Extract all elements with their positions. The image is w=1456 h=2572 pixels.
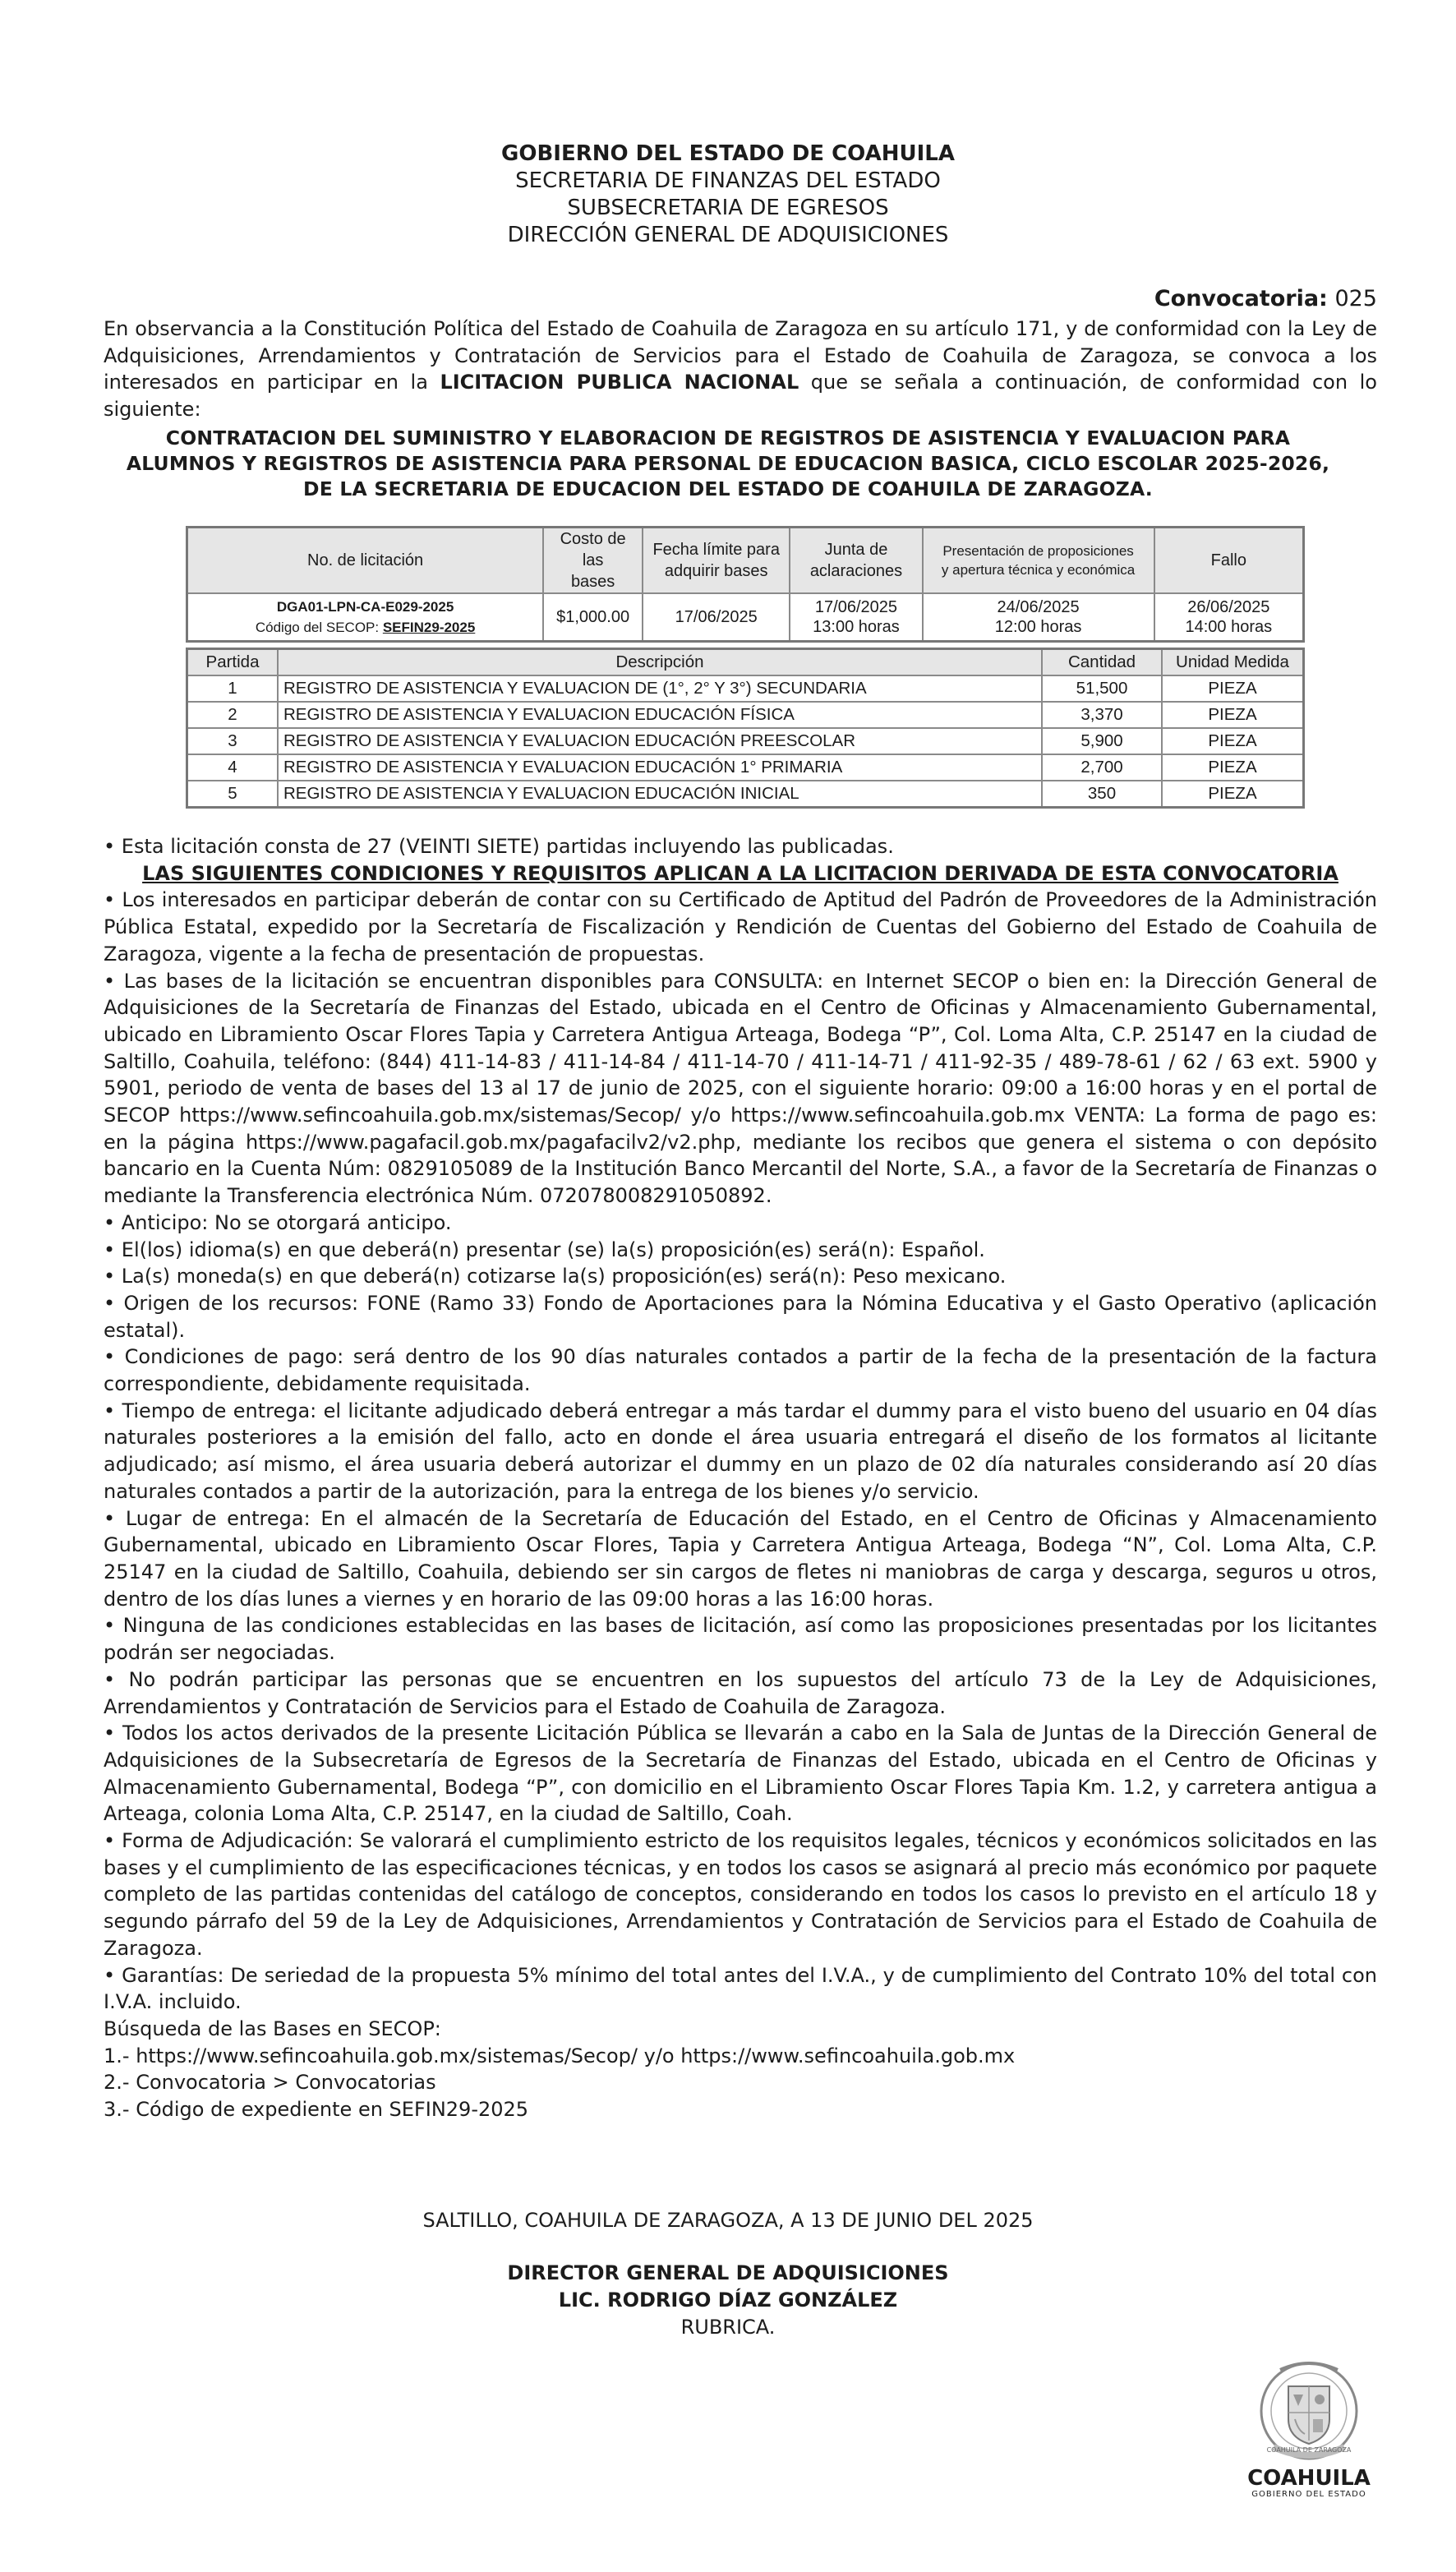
convocatoria-value: 025 — [1334, 286, 1377, 311]
conditions-heading: LAS SIGUIENTES CONDICIONES Y REQUISITOS APLICAN A LA LICITACION DERIVADA DE ESTA CONVOCATORIA — [142, 861, 1339, 885]
search-step-2: 2.- Convocatoria > Convocatorias — [104, 2071, 436, 2095]
cell-partida: 1 — [187, 675, 279, 702]
paragraph-interesados: • Los interesados en participar deberán de contar con su Certificado de Aptitud del Padrón de Proveedores de la Administración Pública Estatal, expedido por la Secretaría de Fiscalización y Rendición de Cuentas del Gobierno del Estado de Coahuila de Zaragoza, vigente a la fecha de presentación de propuestas. — [104, 888, 1377, 966]
paragraph-bases: • Las bases de la licitación se encuentran disponibles para CONSULTA: en Internet SECOP o bien en: la Dirección General de Adquisiciones de la Secretaría de Finanzas del Estado, ubicada en el Centro de Oficinas y Almacenamiento Gubernamental, ubicado en Libramiento Oscar Flores Tapia y Carretera Antigua Arteaga, Bodega “P”, Col. Loma Alta, C.P. 25147 en la ciudad de Saltillo, Coahuila, teléfono: (844) 411-14-83 / 411-14-84 / 411-14-70 / 411-14-71 / 411-92-35 / 489-78-61 / 62 / 63 ext. 5900 y 5901, periodo de venta de bases del 13 al 17 de junio de 2025, con el siguiente horario: 09:00 a 16:00 horas y en el portal de SECOP https://www.sefincoahuila.gob.mx/sistemas/Secop/ y/o https://www.sefincoahuila.gob.mx VENTA: La forma de pago es: en la página https://www.pagafacil.gob.mx/pagafacilv2/v2.php, mediante los recibos que genera el sistema o con depósito bancario en la Cuenta Núm: 0829105089 de la Institución Banco Mercantil del Norte, S.A., a favor de la Secretaría de Finanzas o mediante la Transferencia electrónica Núm. 072078008291050892. — [104, 969, 1377, 1208]
cell-cantidad: 5,900 — [1042, 728, 1162, 754]
cell-partida: 3 — [187, 728, 279, 754]
cell-cantidad: 2,700 — [1042, 754, 1162, 781]
cell-unidad: PIEZA — [1162, 702, 1304, 728]
cell-descripcion: REGISTRO DE ASISTENCIA Y EVALUACION EDUCACIÓN FÍSICA — [278, 702, 1042, 728]
cell-descripcion: REGISTRO DE ASISTENCIA Y EVALUACION EDUCACIÓN 1° PRIMARIA — [278, 754, 1042, 781]
paragraph-origen: • Origen de los recursos: FONE (Ramo 33) Fondo de Aportaciones para la Nómina Educativa y el Gasto Operativo (aplicación estatal). — [104, 1291, 1377, 1342]
col-header-presentacion: Presentación de proposiciones y apertura técnica y económica — [923, 528, 1154, 594]
cell-fallo: 26/06/2025 14:00 horas — [1154, 593, 1304, 642]
intro-bold: LICITACION PUBLICA NACIONAL — [440, 371, 799, 394]
table-row — [187, 675, 1304, 702]
col-header-costo: Costo de las bases — [543, 528, 643, 594]
document-header — [0, 140, 1456, 249]
header-line-4: DIRECCIÓN GENERAL DE ADQUISICIONES — [507, 223, 949, 247]
paragraph-ninguna: • Ninguna de las condiciones establecidas en las bases de licitación, así como las proposiciones presentadas por los licitantes podrán ser negociadas. — [104, 1614, 1377, 1665]
col-header-fallo: Fallo — [1154, 528, 1304, 594]
paragraph-tiempo: • Tiempo de entrega: el licitante adjudicado deberá entregar a más tardar el dummy para el visto bueno del usuario en 04 días naturales posteriores a la emisión del fallo, acto en donde el área usuaria entregará el diseño de los formatos al licitante adjudicado; así mismo, el área usuaria deberá autorizar el dummy en un plazo de 02 día naturales considerando así 20 días naturales contados a partir de la autorización, para la entrega de los bienes y/o servicio. — [104, 1399, 1377, 1503]
conditions-body — [104, 833, 1377, 2123]
paragraph-idioma: • El(los) idioma(s) en que deberá(n) presentar (se) la(s) proposición(es) será(n): Español. — [104, 1238, 985, 1261]
cell-descripcion: REGISTRO DE ASISTENCIA Y EVALUACION EDUCACIÓN INICIAL — [278, 781, 1042, 808]
coat-of-arms-icon — [1247, 2358, 1371, 2464]
partidas-table — [186, 648, 1305, 809]
cell-partida: 2 — [187, 702, 279, 728]
intro-text-1: En observancia a la Constitución Política del Estado de Coahuila de Zaragoza en su artículo 171, y de conformidad con la Ley de Adquisiciones, Arrendamientos y Contratación de Servicios para el Estado de Coahuila de Zaragoza, se convoca a los interesados en participar en la — [104, 317, 1377, 394]
city-date: SALTILLO, COAHUILA DE ZARAGOZA, A 13 DE JUNIO DEL 2025 — [422, 2209, 1034, 2232]
cell-partida: 4 — [187, 754, 279, 781]
col-header-no-licitacion: No. de licitación — [187, 528, 544, 594]
cell-unidad: PIEZA — [1162, 781, 1304, 808]
cell-junta: 17/06/2025 13:00 horas — [790, 593, 922, 642]
header-line-3: SUBSECRETARIA DE EGRESOS — [567, 196, 889, 220]
cell-cantidad: 51,500 — [1042, 675, 1162, 702]
licitacion-data-row — [187, 593, 1304, 642]
title-line-2: ALUMNOS Y REGISTROS DE ASISTENCIA PARA PERSONAL DE EDUCACION BASICA, CICLO ESCOLAR 2025-2026, — [126, 452, 1330, 475]
logo-name: COAHUILA — [1247, 2466, 1371, 2491]
paragraph-anticipo: • Anticipo: No se otorgará anticipo. — [104, 1210, 452, 1234]
table-row — [187, 702, 1304, 728]
coahuila-logo — [1239, 2358, 1379, 2499]
intro-text-2: que se señala a continuación, de conformidad con lo siguiente: — [104, 371, 1377, 421]
col-header-junta: Junta de aclaraciones — [790, 528, 922, 594]
paragraph-moneda: • La(s) moneda(s) en que deberá(n) cotizarse la(s) proposición(es) será(n): Peso mexicano. — [104, 1265, 1007, 1288]
col-header-unidad: Unidad Medida — [1162, 649, 1304, 676]
seal-text: COAHUILA DE ZARAGOZA — [1266, 2446, 1352, 2454]
cell-unidad: PIEZA — [1162, 728, 1304, 754]
licitacion-table — [186, 526, 1305, 643]
cell-costo: $1,000.00 — [543, 593, 643, 642]
signer-position: DIRECTOR GENERAL DE ADQUISICIONES — [507, 2261, 949, 2284]
title-line-1: CONTRATACION DEL SUMINISTRO Y ELABORACION DE REGISTROS DE ASISTENCIA Y EVALUACION PARA — [165, 426, 1291, 449]
cell-cantidad: 350 — [1042, 781, 1162, 808]
table-row — [187, 728, 1304, 754]
col-header-fecha-limite: Fecha límite para adquirir bases — [643, 528, 790, 594]
cell-descripcion: REGISTRO DE ASISTENCIA Y EVALUACION EDUCACIÓN PREESCOLAR — [278, 728, 1042, 754]
cell-unidad: PIEZA — [1162, 675, 1304, 702]
title-line-3: DE LA SECRETARIA DE EDUCACION DEL ESTADO DE COAHUILA DE ZARAGOZA. — [303, 477, 1153, 500]
signature-block — [0, 2260, 1456, 2341]
col-header-descripcion: Descripción — [278, 649, 1042, 676]
paragraph-no-podran: • No podrán participar las personas que se encuentren en los supuestos del artículo 73 de la Ley de Adquisiciones, Arrendamientos y Contratación de Servicios para el Estado de Coahuila de Zaragoza. — [104, 1667, 1377, 1718]
paragraph-consta: • Esta licitación consta de 27 (VEINTI SIETE) partidas incluyendo las publicadas. — [104, 835, 894, 858]
search-step-3: 3.- Código de expediente en SEFIN29-2025 — [104, 2098, 529, 2122]
convocatoria-number — [1154, 286, 1377, 311]
paragraph-garantias: • Garantías: De seriedad de la propuesta 5% mínimo del total antes del I.V.A., y de cumplimiento del Contrato 10% del total con I.V.A. incluido. — [104, 1963, 1377, 2014]
cell-fecha-limite: 17/06/2025 — [643, 593, 790, 642]
signer-rubrica: RUBRICA. — [680, 2316, 776, 2339]
licitacion-header-row — [187, 528, 1304, 594]
col-header-cantidad: Cantidad — [1042, 649, 1162, 676]
header-line-2: SECRETARIA DE FINANZAS DEL ESTADO — [515, 168, 941, 193]
partidas-header-row — [187, 649, 1304, 676]
paragraph-actos: • Todos los actos derivados de la presente Licitación Pública se llevarán a cabo en la Sala de Juntas de la Dirección General de Adquisiciones de la Subsecretaría de Egresos de la Secretaría de Finanzas del Estado, ubicada en el Centro de Oficinas y Almacenamiento Gubernamental, Bodega “P”, con domicilio en el Libramiento Oscar Flores Tapia Km. 1.2, y carretera antigua a Arteaga, colonia Loma Alta, C.P. 25147, en la ciudad de Saltillo, Coah. — [104, 1722, 1377, 1826]
table-row — [187, 781, 1304, 808]
logo-subtitle: GOBIERNO DEL ESTADO — [1251, 2490, 1366, 2499]
paragraph-busqueda: Búsqueda de las Bases en SECOP: — [104, 2017, 441, 2040]
search-step-1: 1.- https://www.sefincoahuila.gob.mx/sistemas/Secop/ y/o https://www.sefincoahuila.gob.mx — [104, 2044, 1016, 2067]
col-header-partida: Partida — [187, 649, 279, 676]
paragraph-pago: • Condiciones de pago: será dentro de los 90 días naturales contados a partir de la fecha de la presentación de la factura correspondiente, debidamente requisitada. — [104, 1345, 1377, 1396]
cell-no-licitacion: DGA01-LPN-CA-E029-2025 Código del SECOP: SEFIN29-2025 — [187, 593, 544, 642]
cell-descripcion: REGISTRO DE ASISTENCIA Y EVALUACION DE (1°, 2° Y 3°) SECUNDARIA — [278, 675, 1042, 702]
paragraph-adjudicacion: • Forma de Adjudicación: Se valorará el cumplimiento estricto de los requisitos legales, técnicos y económicos solicitados en las bases y el cumplimiento de las especificaciones técnicas, y en todos los casos se asignará al precio más económico por paquete completo de las partidas contenidas del catálogo de conceptos, considerando en todos los casos lo previsto en el artículo 18 y segundo párrafo del 59 de la Ley de Adquisiciones, Arrendamientos y Contratación de Servicios para el Estado de Coahuila de Zaragoza. — [104, 1829, 1377, 1960]
table-row — [187, 754, 1304, 781]
cell-unidad: PIEZA — [1162, 754, 1304, 781]
cell-presentacion: 24/06/2025 12:00 horas — [923, 593, 1154, 642]
cell-partida: 5 — [187, 781, 279, 808]
tender-title — [99, 426, 1357, 502]
header-line-1: GOBIERNO DEL ESTADO DE COAHUILA — [501, 141, 955, 166]
paragraph-lugar: • Lugar de entrega: En el almacén de la Secretaría de Educación del Estado, en el Centro de Oficinas y Almacenamiento Gubernamental, ubicado en Libramiento Oscar Flores, Tapia y Carretera Antigua Arteaga, Bodega “N”, Col. Loma Alta, C.P. 25147 en la ciudad de Saltillo, Coahuila, debiendo ser sin cargos de fletes ni maniobras de carga y descarga, seguros u otros, dentro de los días lunes a viernes y en horario de las 09:00 horas a las 16:00 horas. — [104, 1506, 1377, 1611]
cell-cantidad: 3,370 — [1042, 702, 1162, 728]
signer-name: LIC. RODRIGO DÍAZ GONZÁLEZ — [558, 2289, 898, 2312]
intro-paragraph — [104, 316, 1377, 422]
convocatoria-label: Convocatoria: — [1154, 286, 1328, 311]
